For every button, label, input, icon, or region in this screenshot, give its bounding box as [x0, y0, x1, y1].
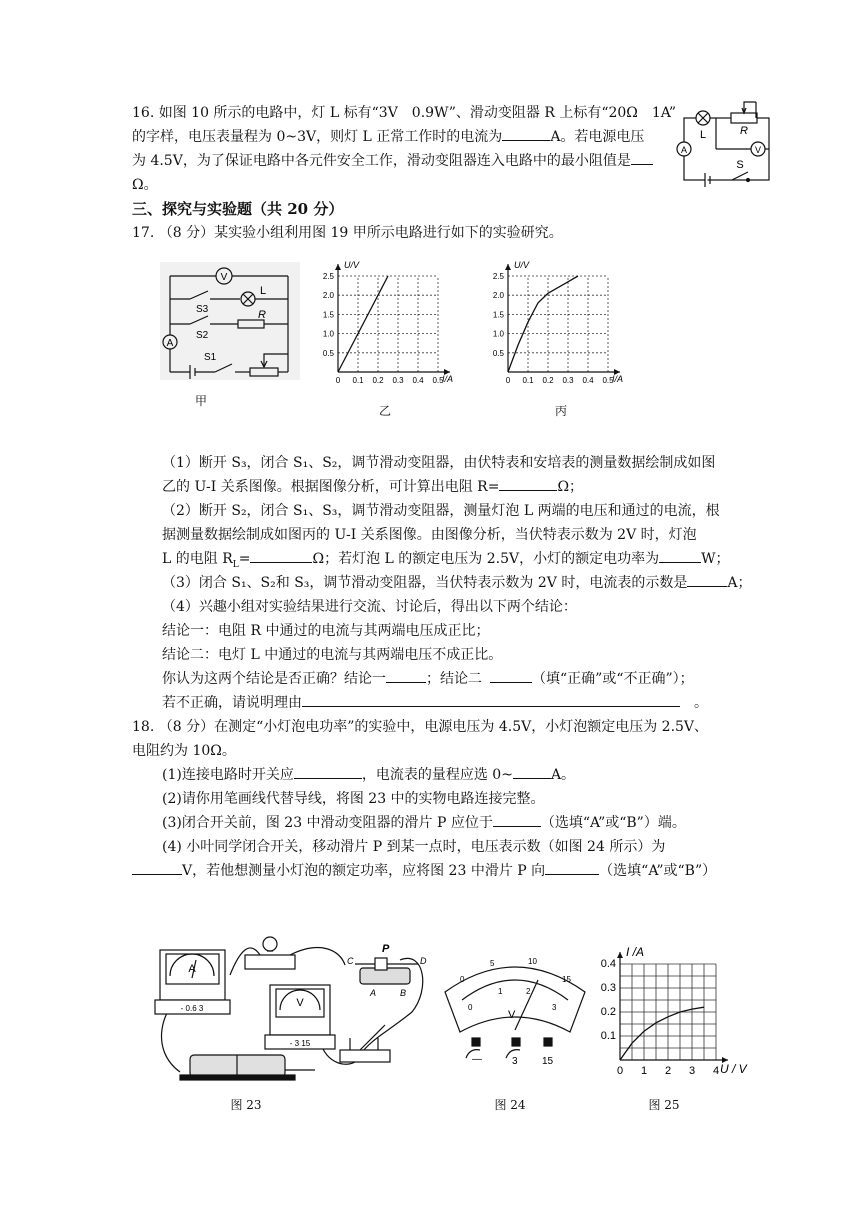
fig24-voltmeter-dial: [440, 952, 590, 1082]
fig25-y-label: I /A: [626, 945, 645, 959]
q16-line3: 为 4.5V，为了保证电路中各元件安全工作，滑动变阻器连入电路中的最小阻值是: [132, 150, 653, 172]
fig25-series-line: [620, 1007, 704, 1060]
fig23-caption: 图 23: [230, 1098, 262, 1112]
fig24-terminal-3: 3: [512, 1056, 518, 1067]
q16-fig-switch-label: S: [736, 159, 744, 171]
q18-blank-switch[interactable]: [294, 764, 362, 779]
q16-answer-blank-1[interactable]: [502, 126, 550, 141]
yi-y-arrow: [335, 264, 341, 270]
fig23-terminal-b: B: [400, 988, 407, 998]
yi-y-tick: 2.0: [322, 291, 334, 301]
fig23-ammeter-scale: - 0.6 3: [180, 1004, 204, 1013]
q18-line1: 18. （8 分）在测定“小灯泡电功率”的实验中，电源电压为 4.5V，小灯泡额定电压为 2.5V、: [132, 719, 709, 735]
q16-fig-ammeter-label: A: [680, 145, 688, 155]
yi-x-tick: 0.3: [392, 376, 404, 385]
graph-bing: [480, 254, 630, 394]
q17-p1a: （1）断开 S₃，闭合 S₁、S₂，调节滑动变阻器，由伏特表和安培表的测量数据绘制成如图: [162, 455, 716, 471]
q18-s4b: V，若他想测量小灯泡的额定功率，应将图 23 中滑片 P 向 （选填“A”或“B”）: [132, 860, 716, 882]
yi-y-tick: 2.5: [322, 272, 334, 281]
section-title: 三、探究与实验题（共 20 分）: [132, 200, 344, 218]
q17-p2a: （2）断开 S₂，闭合 S₁、S₃，调节滑动变阻器，测量灯泡 L 两端的电压和通过的电流，根: [162, 503, 720, 519]
q17-blank-current[interactable]: [687, 572, 727, 587]
yi-x-tick: 0.2: [372, 376, 384, 385]
jia-caption: 甲: [194, 394, 207, 408]
jia-resistor-label: R: [258, 309, 266, 321]
yi-y-label: U/V: [344, 260, 360, 270]
fig25-x-tick: 3: [688, 1065, 696, 1077]
q17-p2c: L 的电阻 $R_L= \Omega$；若灯泡 L 的额定电压为 2.5V，小灯的额定电功率为 W；: [162, 548, 730, 576]
q17-p4: （4）兴趣小组对实验结果进行交流、讨论后，得出以下两个结论：: [162, 599, 577, 615]
jia-switch-s1-label: S1: [204, 352, 217, 363]
fig24-inner-1: 1: [498, 987, 503, 996]
fig25-x-label: U / V: [720, 1062, 747, 1076]
fig24-inner-2: 2: [526, 987, 531, 996]
yi-series-line: [338, 276, 388, 372]
q16-line2: 的字样，电压表量程为 0~3V，则灯 L 正常工作时的电流为 A。若电源电压: [132, 126, 644, 148]
q17-intro: 17. （8 分）某实验小组利用图 19 甲所示电路进行如下的实验研究。: [132, 225, 563, 241]
fig25-y-tick: 0.4: [600, 958, 616, 970]
bing-x-tick: 0.3: [562, 376, 574, 385]
fig24-outer-0: 0: [460, 975, 465, 984]
q16-circuit-diagram: [676, 98, 786, 188]
fig25-x-tick: 2: [664, 1065, 672, 1077]
bing-x-tick: 0.2: [542, 376, 554, 385]
q17-p3: （3）闭合 S₁、S₂和 S₃，调节滑动变阻器，当伏特表示数为 2V 时，电流表的示数是 A；: [162, 572, 751, 594]
fig24-outer-15: 15: [562, 975, 571, 984]
q16-fig-rheostat-label: R: [740, 125, 748, 137]
fig24-outer-5: 5: [490, 959, 495, 968]
fig24-outer-10: 10: [528, 957, 537, 966]
yi-y-tick: 0.5: [322, 348, 334, 358]
fig24-caption: 图 24: [494, 1098, 526, 1112]
q17-blank-c1[interactable]: [386, 668, 426, 683]
bing-caption: 丙: [554, 404, 567, 418]
jia-lamp-label: L: [260, 285, 267, 297]
q18-blank-slider-pos[interactable]: [493, 812, 541, 827]
bing-x-tick: 0.5: [602, 376, 614, 385]
bing-y-label: U/V: [514, 260, 530, 270]
fig24-inner-3: 3: [552, 1003, 557, 1012]
yi-x-tick: 0.5: [432, 376, 444, 385]
yi-x-tick: 0: [335, 376, 341, 385]
fig23-voltmeter-scale: - 3 15: [289, 1039, 311, 1048]
fig25-caption: 图 25: [648, 1098, 680, 1112]
fig25-graph: [594, 938, 747, 1078]
fig23-apparatus: [150, 930, 440, 1080]
graph-yi: [310, 254, 460, 394]
bing-x-label: I/A: [612, 374, 624, 384]
q17-reason: 若不正确，请说明理由 。: [162, 692, 708, 714]
yi-x-label: I/A: [442, 374, 454, 384]
q17-blank-power[interactable]: [659, 548, 701, 563]
bing-y-tick: 1.5: [492, 310, 504, 320]
bing-y-arrow: [505, 264, 511, 270]
q18-blank-voltage[interactable]: [132, 860, 182, 875]
fig25-y-arrow: [617, 952, 623, 958]
q17-conclusion2: 结论二：电灯 L 中通过的电流与其两端电压不成正比。: [162, 647, 503, 663]
q17-ask: 你认为这两个结论是否正确？结论一 ；结论二 （填“正确”或“不正确”）；: [162, 668, 694, 690]
yi-caption: 乙: [378, 404, 391, 418]
q17-p2b: 据测量数据绘制成如图丙的 U-I 关系图像。由图像分析，当伏特表示数为 2V 时，灯泡: [162, 527, 697, 543]
bing-x-tick: 0: [505, 376, 511, 385]
fig25-y-tick: 0.3: [600, 982, 616, 994]
q18-blank-range[interactable]: [513, 764, 551, 779]
q16-fig-voltmeter-label: V: [754, 145, 762, 155]
fig23-ammeter-label: A: [188, 963, 196, 975]
jia-voltmeter-label: V: [220, 272, 228, 283]
fig23-voltmeter-label: V: [296, 997, 304, 1009]
fig24-terminal-neg: —: [472, 1054, 482, 1065]
bing-y-tick: 1.0: [492, 329, 504, 339]
yi-y-tick: 1.5: [322, 310, 334, 320]
fig23-terminal-d: D: [420, 956, 427, 966]
q17-p1b: 乙的 U-I 关系图像。根据图像分析，可计算出电阻 R= Ω；: [162, 476, 583, 498]
fig23-terminal-c: C: [347, 956, 354, 966]
bing-x-tick: 0.1: [522, 376, 534, 385]
q17-conclusion1: 结论一：电阻 R 中通过的电流与其两端电压成正比；: [162, 623, 490, 639]
fig23-slider-label: P: [382, 943, 390, 955]
fig24-inner-0: 0: [468, 1003, 473, 1012]
q18-s4a: (4) 小叶同学闭合开关，移动滑片 P 到某一点时，电压表示数（如图 24 所示）为: [162, 839, 666, 855]
bing-y-tick: 2.0: [492, 291, 504, 301]
q16-line1: 16. 如图 10 所示的电路中，灯 L 标有“3V 0.9W”、滑动变阻器 R 上标有“20Ω 1A”: [132, 105, 677, 121]
fig25-y-tick: 0.1: [600, 1030, 616, 1042]
q18-blank-direction[interactable]: [545, 860, 599, 875]
yi-y-tick: 1.0: [322, 329, 334, 339]
q17-blank-R[interactable]: [499, 476, 557, 491]
fig25-x-tick: 1: [640, 1065, 648, 1077]
q17-circuit-jia: [160, 262, 300, 382]
fig25-x-tick: 0: [616, 1065, 624, 1077]
q18-s3: (3)闭合开关前，图 23 中滑动变阻器的滑片 P 应位于 （选填“A”或“B”）端。: [162, 812, 686, 834]
q18-line2: 电阻约为 10Ω。: [132, 743, 236, 759]
jia-switch-s3-label: S3: [196, 304, 209, 315]
fig25-x-tick: 4: [712, 1065, 720, 1077]
q16-fig-lamp-label: L: [699, 129, 707, 141]
jia-switch-s2-label: S2: [196, 330, 209, 341]
yi-x-tick: 0.1: [352, 376, 364, 385]
bing-y-tick: 2.5: [492, 272, 504, 281]
fig23-terminal-a: A: [370, 988, 377, 998]
bing-y-tick: 0.5: [492, 348, 504, 358]
q17-blank-reason[interactable]: [302, 692, 680, 707]
q18-s1: (1)连接电路时开关应 ，电流表的量程应选 0~ A。: [162, 764, 575, 786]
q16-line4: Ω。: [132, 177, 158, 193]
fig24-terminal-15: 15: [542, 1056, 554, 1067]
q17-blank-RL[interactable]: [250, 548, 312, 563]
q17-blank-c2[interactable]: [490, 668, 532, 683]
q18-s2: (2)请你用笔画线代替导线，将图 23 中的实物电路连接完整。: [162, 791, 545, 807]
jia-ammeter-label: A: [166, 338, 174, 349]
yi-x-tick: 0.4: [412, 376, 424, 385]
fig24-unit-label: V: [508, 1009, 516, 1021]
fig25-y-tick: 0.2: [600, 1006, 616, 1018]
q16-answer-blank-2[interactable]: [631, 150, 653, 165]
bing-x-tick: 0.4: [582, 376, 594, 385]
bing-series-line: [508, 276, 578, 372]
